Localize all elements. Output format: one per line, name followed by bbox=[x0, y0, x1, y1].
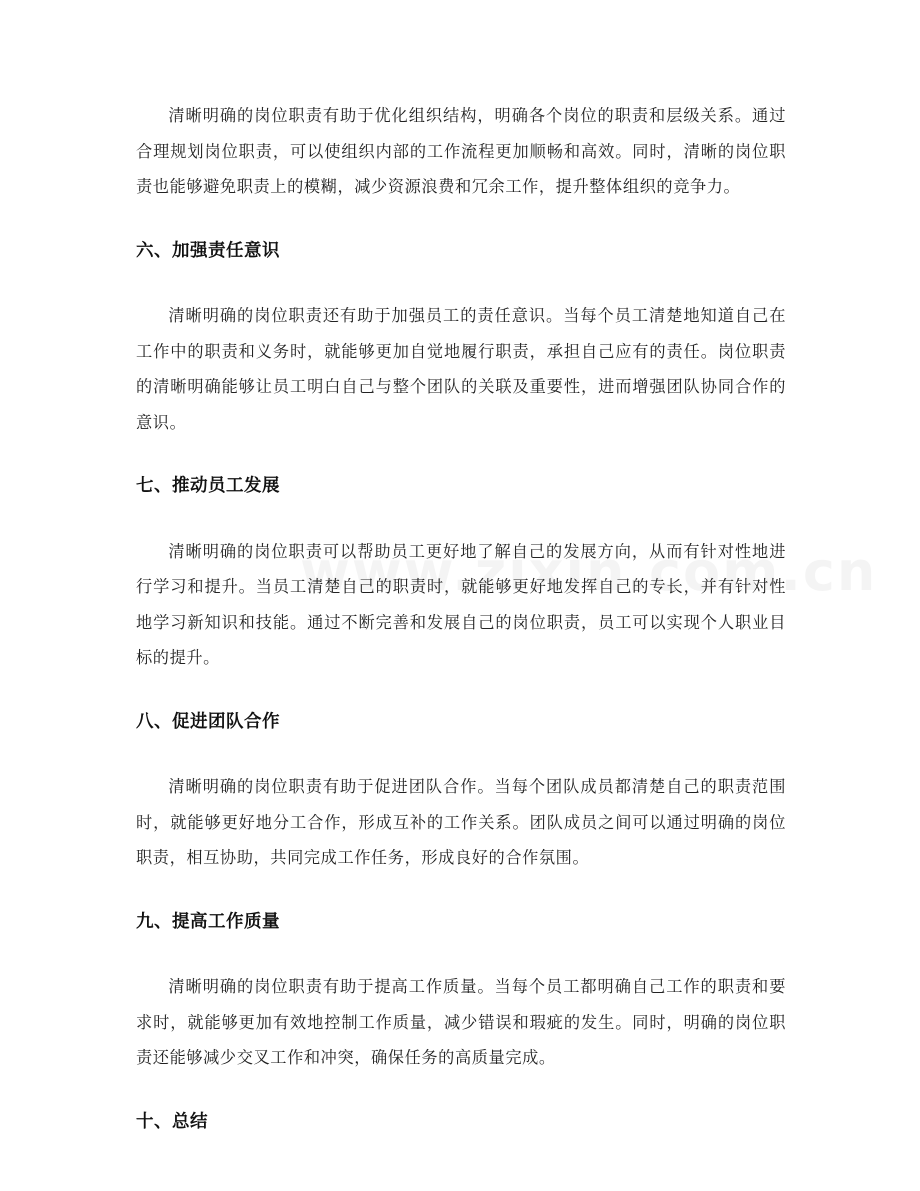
section-heading-10: 十、总结 bbox=[136, 1111, 208, 1132]
section-heading-9: 九、提高工作质量 bbox=[136, 911, 280, 932]
section-paragraph-7: 清晰明确的岗位职责可以帮助员工更好地了解自己的发展方向，从而有针对性地进行学习和提升。当员工清楚自己的职责时，就能够更好地发挥自己的专长，并有针对性地学习新知识和技能。通过不断完善和发展自己的岗位职责，员工可以实现个人职业目标的提升。 bbox=[136, 541, 786, 667]
section-heading-8: 八、促进团队合作 bbox=[136, 711, 280, 732]
section-paragraph-8: 清晰明确的岗位职责有助于促进团队合作。当每个团队成员都清楚自己的职责范围时，就能够更好地分工合作，形成互补的工作关系。团队成员之间可以通过明确的岗位职责，相互协助，共同完成工作任务，形成良好的合作氛围。 bbox=[136, 777, 786, 867]
section-paragraph-6: 清晰明确的岗位职责还有助于加强员工的责任意识。当每个员工清楚地知道自己在工作中的职责和义务时，就能够更加自觉地履行职责，承担自己应有的责任。岗位职责的清晰明确能够让员工明白自己与整个团队的关联及重要性，进而增强团队协同合作的意识。 bbox=[136, 306, 786, 432]
section-heading-7: 七、推动员工发展 bbox=[136, 476, 280, 496]
intro-paragraph: 清晰明确的岗位职责有助于优化组织结构，明确各个岗位的职责和层级关系。通过合理规划岗位职责，可以使组织内部的工作流程更加顺畅和高效。同时，清晰的岗位职责也能够避免职责上的模糊，减少资源浪费和冗余工作，提升整体组织的竞争力。 bbox=[136, 106, 786, 196]
section-heading-6: 六、加强责任意识 bbox=[136, 240, 280, 261]
document-body bbox=[136, 98, 786, 1140]
section-paragraph-9: 清晰明确的岗位职责有助于提高工作质量。当每个员工都明确自己工作的职责和要求时，就能够更加有效地控制工作质量，减少错误和瑕疵的发生。同时，明确的岗位职责还能够减少交叉工作和冲突，确保任务的高质量完成。 bbox=[136, 977, 786, 1067]
